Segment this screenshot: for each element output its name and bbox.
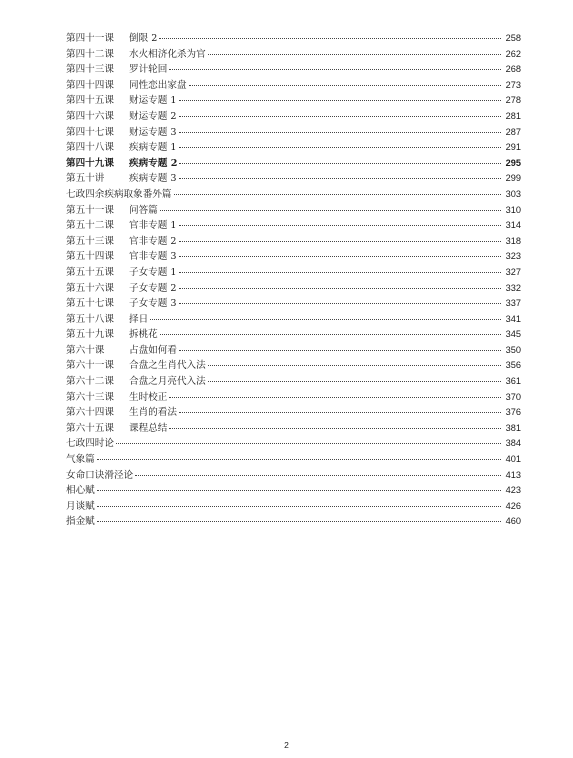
toc-page-number: 299 [505,173,521,184]
toc-dot-leader [179,99,501,101]
toc-dot-leader [97,505,501,507]
toc-page-number: 426 [505,500,521,511]
toc-entry[interactable] [66,187,521,203]
toc-entry[interactable] [66,483,521,499]
toc-title: 疾病专题 2 [129,157,178,169]
toc-entry[interactable] [66,358,521,374]
toc-dot-leader [135,474,501,476]
toc-lesson-number: 第五十六课 [66,282,114,294]
toc-entry[interactable] [66,405,521,421]
toc-entry[interactable] [66,499,521,515]
toc-lesson-number: 第五十讲 [66,173,105,185]
toc-page-number: 350 [505,344,521,355]
toc-page-number: 262 [505,48,521,59]
toc-page-number: 370 [505,391,521,402]
toc-dot-leader [179,302,501,304]
toc-page-number: 281 [505,110,521,121]
toc-dot-leader [208,53,501,55]
toc-page-number: 287 [505,126,521,137]
toc-page-number: 381 [505,422,521,433]
toc-page-number: 332 [505,282,521,293]
toc-lesson-number: 第四十八课 [66,142,114,154]
toc-page-number: 337 [505,298,521,309]
toc-page-number: 314 [505,220,521,231]
toc-entry[interactable] [66,374,521,390]
toc-page-number: 273 [505,79,521,90]
toc-title: 子女专题 3 [129,298,177,310]
toc-page-number: 327 [505,266,521,277]
toc-page-number: 341 [505,313,521,324]
toc-entry[interactable] [66,171,521,187]
toc-lesson-number: 第五十四课 [66,251,114,263]
toc-dot-leader [179,240,501,242]
toc-entry[interactable] [66,62,521,78]
toc-entry[interactable] [66,452,521,468]
toc-page-number: 356 [505,360,521,371]
toc-dot-leader [160,333,501,335]
toc-dot-leader [174,193,501,195]
toc-dot-leader [189,84,501,86]
toc-entry[interactable] [66,125,521,141]
toc-page-number: 384 [505,438,521,449]
toc-dot-leader [97,520,501,522]
toc-title: 水火相济化杀为官 [129,48,206,60]
toc-entry[interactable] [66,281,521,297]
toc-page-number: 413 [505,469,521,480]
toc-entry[interactable] [66,436,521,452]
toc-page-number: 318 [505,235,521,246]
toc-page-number: 423 [505,485,521,496]
toc-title: 疾病专题 1 [129,142,177,154]
toc-entry[interactable] [66,390,521,406]
toc-dot-leader [169,427,501,429]
toc-entry[interactable] [66,78,521,94]
toc-entry[interactable] [66,468,521,484]
page-number: 2 [284,740,289,750]
toc-title: 子女专题 1 [129,266,177,278]
toc-entry[interactable] [66,156,521,172]
toc-entry[interactable] [66,265,521,281]
toc-title: 罗计轮回 [129,64,168,76]
toc-lesson-number: 第五十八课 [66,313,114,325]
toc-dot-leader [159,37,501,39]
toc-page-number: 278 [505,95,521,106]
toc-title: 课程总结 [129,422,168,434]
toc-dot-leader [169,68,501,70]
toc-dot-leader [179,224,501,226]
toc-title: 官非专题 2 [129,235,177,247]
toc-lesson-number: 第六十课 [66,344,105,356]
toc-lesson-number: 第六十四课 [66,407,114,419]
toc-entry[interactable] [66,47,521,63]
toc-title: 同性恋出家盘 [129,79,187,91]
toc-dot-leader [179,146,501,148]
toc-title: 合盘之月亮代入法 [129,376,206,388]
toc-title: 女命口诀滑泾论 [66,469,134,481]
toc-title: 指金赋 [66,516,95,528]
toc-dot-leader [116,442,501,444]
toc-dot-leader [179,131,501,133]
toc-title: 七政四时论 [66,438,114,450]
toc-page-number: 345 [505,329,521,340]
toc-page-number: 361 [505,376,521,387]
toc-page-number: 401 [505,454,521,465]
toc-entry[interactable] [66,93,521,109]
toc-entry[interactable] [66,203,521,219]
toc-lesson-number: 第四十七课 [66,126,114,138]
toc-dot-leader [208,364,501,366]
toc-dot-leader [97,458,501,460]
toc-title: 拆桃花 [129,329,158,341]
toc-title: 月谈赋 [66,500,95,512]
toc-title: 官非专题 3 [129,251,177,263]
toc-page-number: 291 [505,142,521,153]
toc-title: 合盘之生肖代入法 [129,360,206,372]
toc-entry[interactable] [66,514,521,530]
toc-title: 气象篇 [66,454,95,466]
toc-page-number: 295 [505,157,521,168]
toc-lesson-number: 第四十三课 [66,64,114,76]
toc-entry[interactable] [66,218,521,234]
toc-title: 择日 [129,313,149,325]
toc-lesson-number: 第六十三课 [66,391,114,403]
toc-page-number: 376 [505,407,521,418]
toc-lesson-number: 第五十三课 [66,235,114,247]
toc-title: 占盘如何看 [129,344,177,356]
toc-dot-leader [179,177,501,179]
toc-title: 生肖的看法 [129,407,177,419]
toc-title: 官非专题 1 [129,220,177,232]
toc-lesson-number: 第四十四课 [66,79,114,91]
toc-lesson-number: 第五十五课 [66,266,114,278]
toc-lesson-number: 第四十二课 [66,48,114,60]
toc-title: 七政四余疾病取象番外篇 [66,188,172,200]
toc-page-number: 460 [505,516,521,527]
toc-entry[interactable] [66,234,521,250]
toc-lesson-number: 第四十九课 [66,157,114,169]
toc-title: 疾病专题 3 [129,173,177,185]
toc-title: 子女专题 2 [129,282,177,294]
toc-dot-leader [160,209,501,211]
toc-dot-leader [179,115,501,117]
toc-entry[interactable] [66,296,521,312]
toc-title: 财运专题 1 [129,95,177,107]
toc-entry[interactable] [66,312,521,328]
toc-dot-leader [179,349,501,351]
toc-dot-leader [179,271,501,273]
toc-title: 相心赋 [66,485,95,497]
toc-title: 倒限 2 [129,33,158,44]
toc-dot-leader [169,396,501,398]
toc-page-number: 268 [505,64,521,75]
toc-dot-leader [150,318,501,320]
toc-lesson-number: 第六十二课 [66,376,114,388]
toc-lesson-number: 第五十二课 [66,220,114,232]
toc-entry[interactable] [66,343,521,359]
toc-title: 财运专题 3 [129,126,177,138]
toc-page-number: 303 [505,188,521,199]
toc-lesson-number: 第五十九课 [66,329,114,341]
toc-dot-leader [179,162,501,164]
toc-title: 生时校正 [129,391,168,403]
toc-title: 财运专题 2 [129,110,177,122]
toc-dot-leader [179,287,501,289]
toc-entry[interactable] [66,421,521,437]
toc-lesson-number: 第四十六课 [66,110,114,122]
toc-lesson-number: 第六十五课 [66,422,114,434]
toc-title: 问答篇 [129,204,158,216]
toc-lesson-number: 第六十一课 [66,360,114,372]
toc-entry[interactable] [66,140,521,156]
toc-dot-leader [179,255,501,257]
toc-lesson-number: 第四十五课 [66,95,114,107]
toc-lesson-number: 第四十一课 [66,33,114,44]
toc-entry[interactable] [66,109,521,125]
toc-entry[interactable] [66,327,521,343]
toc-dot-leader [179,411,501,413]
toc-lesson-number: 第五十一课 [66,204,114,216]
toc-dot-leader [208,380,501,382]
toc-dot-leader [97,489,501,491]
toc-entry[interactable] [66,31,521,47]
table-of-contents [66,31,521,530]
toc-page-number: 258 [505,33,521,43]
toc-entry[interactable] [66,249,521,265]
toc-page-number: 323 [505,251,521,262]
toc-lesson-number: 第五十七课 [66,298,114,310]
toc-page-number: 310 [505,204,521,215]
